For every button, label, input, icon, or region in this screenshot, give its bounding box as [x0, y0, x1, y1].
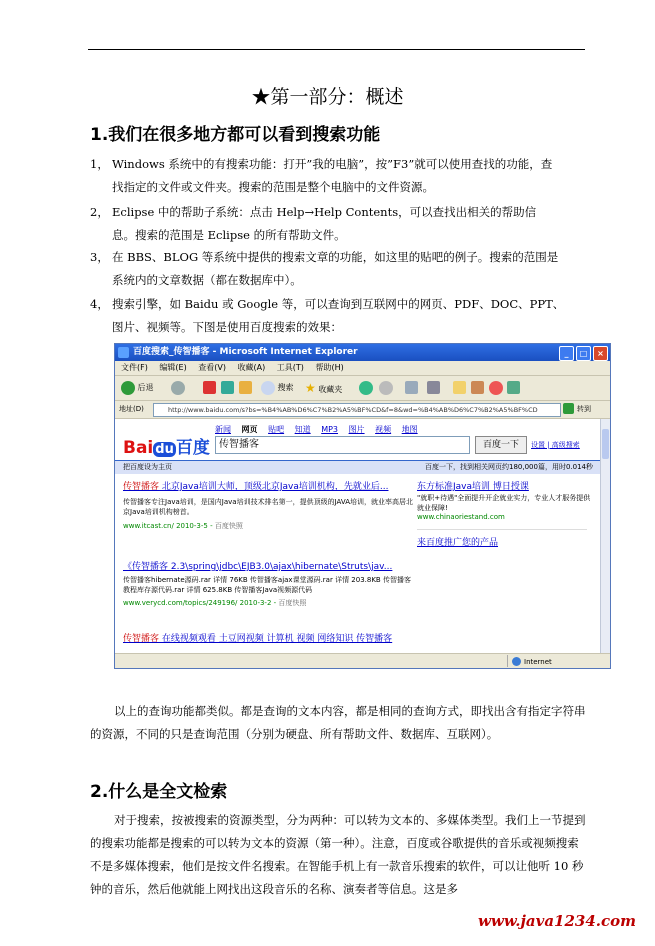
menu-bar: [115, 361, 610, 376]
favorites-button[interactable]: [305, 380, 342, 396]
address-label: 地址(D): [119, 405, 144, 413]
refresh-button[interactable]: [221, 380, 234, 396]
go-icon[interactable]: [563, 403, 574, 414]
tool-icon: [471, 381, 484, 394]
nav-news[interactable]: 新闻: [215, 425, 231, 434]
star-icon: ★: [305, 381, 316, 395]
refresh-icon: [221, 381, 234, 394]
sponsored-link: [417, 537, 597, 549]
address-input[interactable]: http://www.baidu.com/s?bs=%B4%AB%D6%C7%B2%A5%BF%CD&f=8&wd=%B4%AB%D6%C7%B2%A5%BF%CD: [153, 403, 561, 417]
part-title: ★第一部分：概述: [251, 86, 404, 108]
forward-button[interactable]: [171, 380, 185, 396]
list-item: [90, 201, 590, 247]
edit-button[interactable]: [427, 380, 440, 396]
result-bar: [115, 460, 601, 474]
baidu-nav: [215, 424, 426, 435]
item-line: 息。搜索的范围是 Eclipse 的所有帮助文件。: [112, 228, 346, 242]
baidu-search-input[interactable]: 传智播客: [215, 436, 470, 454]
baidu-search-button[interactable]: 百度一下: [475, 436, 527, 454]
search-result: [123, 561, 413, 608]
print-button[interactable]: [405, 380, 418, 396]
maximize-icon[interactable]: □: [576, 346, 591, 361]
baidu-settings-links[interactable]: 设置 | 高级搜索: [531, 441, 580, 449]
item-line: Windows 系统中的有搜索功能：打开”我的电脑”，按”F3”就可以使用查找的功能，查: [112, 157, 553, 171]
window-title: 百度搜索_传智播客 - Microsoft Internet Explorer: [133, 347, 358, 357]
logo-cn: 百度: [175, 438, 210, 458]
sponsored-link: [417, 481, 597, 521]
messenger-icon: [489, 381, 503, 395]
window-titlebar: [115, 344, 610, 361]
result-url: www.verycd.com/topics/249196/ 2010-3-2 - 百度快照: [123, 599, 307, 607]
research-button[interactable]: [507, 380, 520, 396]
favorites-label: 收藏夹: [318, 385, 343, 394]
menu-help[interactable]: 帮助(H): [315, 363, 344, 372]
result-title[interactable]: [123, 481, 413, 493]
list-item: [90, 246, 590, 292]
menu-edit[interactable]: 编辑(E): [159, 363, 187, 372]
list-item: [90, 293, 590, 339]
item-line: 系统内的文章数据（都在数据库中）。: [112, 273, 302, 287]
item-line: 搜索引擎，如 Baidu 或 Google 等，可以查询到互联网中的网页、PDF、DOC、PPT、: [112, 297, 565, 311]
search-icon: [261, 381, 275, 395]
globe-icon: [512, 657, 521, 666]
scroll-thumb[interactable]: [602, 429, 609, 459]
search-button[interactable]: [261, 380, 294, 396]
logo-bai: Bai: [123, 438, 154, 458]
stop-button[interactable]: [203, 380, 216, 396]
minimize-icon[interactable]: _: [559, 346, 574, 361]
back-button[interactable]: [121, 380, 154, 396]
mail-icon: [379, 381, 393, 395]
nav-mp3[interactable]: MP3: [321, 425, 339, 434]
stop-icon: [203, 381, 216, 394]
toolbar: [115, 376, 610, 401]
home-button[interactable]: [239, 380, 252, 396]
nav-web: 网页: [241, 425, 258, 434]
list-item: [90, 153, 590, 199]
item-number: 2，: [90, 205, 109, 219]
item-number: 1，: [90, 157, 109, 171]
section2-paragraph: 对于搜索，按被搜索的资源类型，分为两种：可以转为文本的、多媒体类型。我们上一节提到的搜索功能都是搜索的可以转为文本的资源（第一种）。注意，百度或谷歌提供的音乐或视频搜索不是多媒体搜索，他们是按文件名搜索。在智能手机上有一款音乐搜索的软件，可以让他听 10 秒钟的音乐，然后他就能上网找出这段音乐的名称、演奏者等信息。这是多: [90, 813, 586, 896]
nav-tieba[interactable]: 贴吧: [268, 425, 285, 434]
result-title-highlight: 传智播客: [123, 482, 160, 492]
result-title-highlight: 传智播客: [123, 634, 160, 644]
result-title[interactable]: [123, 633, 453, 645]
ad-title[interactable]: 东方标准Java培训 博日授课: [417, 482, 529, 492]
forward-arrow-icon: [171, 381, 185, 395]
menu-view[interactable]: 查看(V): [198, 363, 226, 372]
nav-zhidao[interactable]: 知道: [294, 425, 311, 434]
ad-title[interactable]: 来百度推广您的产品: [417, 538, 499, 548]
ad-desc: "就职+待遇"全面提升开企就业实力，专业人才服务提供就业保障!: [417, 494, 591, 512]
menu-tools[interactable]: 工具(T): [276, 363, 304, 372]
result-url-text: www.itcast.cn/ 2010-3-5: [123, 522, 208, 530]
media-icon: [359, 381, 373, 395]
home-icon: [239, 381, 252, 394]
menu-favorites[interactable]: 收藏(A): [237, 363, 266, 372]
back-label: 后退: [137, 383, 154, 392]
section1-title: 1.我们在很多地方都可以看到搜索功能: [90, 125, 381, 145]
ad-url: www.chinaoriestand.com: [417, 513, 505, 521]
watermark: www.java1234.com: [478, 912, 637, 930]
folder-icon: [453, 381, 466, 394]
item-number: 3，: [90, 250, 109, 264]
back-arrow-icon: [121, 381, 135, 395]
search-result: [123, 633, 453, 645]
status-zone: [507, 655, 611, 667]
result-title[interactable]: [123, 561, 413, 573]
tool-button[interactable]: [471, 380, 484, 396]
search-result: [123, 481, 413, 531]
mail-button[interactable]: [379, 380, 393, 396]
edit-icon: [427, 381, 440, 394]
item-line: Eclipse 中的帮助子系统：点击 Help→Help Contents，可以查找出相关的帮助信: [112, 205, 537, 219]
result-title-text: 《传智播客 2.3\spring\jdbc\EJB3.0\ajax\hibernate\Struts\jav...: [123, 562, 393, 572]
section2-title: 2.什么是全文检索: [90, 782, 228, 802]
item-number: 4，: [90, 297, 109, 311]
nav-images[interactable]: 图片: [348, 425, 365, 434]
folder-button[interactable]: [453, 380, 466, 396]
status-bar: [115, 653, 610, 668]
menu-file[interactable]: 文件(F): [121, 363, 148, 372]
ad-divider: [417, 529, 587, 530]
item-line: 在 BBS、BLOG 等系统中提供的搜索文章的功能，如这里的贴吧的例子。搜索的范围是: [112, 250, 559, 264]
item-line: 图片、视频等。下图是使用百度搜索的效果：: [112, 320, 342, 334]
result-url-text: www.verycd.com/topics/249196/ 2010-3-2: [123, 599, 272, 607]
search-label: 搜索: [277, 383, 294, 392]
research-icon: [507, 381, 520, 394]
header-rule: [88, 49, 585, 50]
media-button[interactable]: [359, 380, 373, 396]
baidu-logo: [123, 433, 210, 458]
result-desc: 传智播客hibernate源码.rar 详情 76KB 传智播客ajax课堂源码.rar 详情 203.8KB 传智播客教程库存源代码.rar 详情 625.8KB 传智播客Java视频源代码: [123, 576, 411, 594]
go-button[interactable]: 转到: [577, 405, 591, 413]
item-line: 找指定的文件或文件夹。搜索的范围是整个电脑中的文件资源。: [112, 180, 434, 194]
print-icon: [405, 381, 418, 394]
set-homepage-link[interactable]: 把百度设为主页: [123, 463, 172, 471]
summary-paragraph: 以上的查询功能都类似。都是查询的文本内容，都是相同的查询方式，即找出含有指定字符串的资源，不同的只是查询范围（分别为硬盘、所有帮助文件、数据库、互联网）。: [90, 704, 586, 741]
result-snapshot-link[interactable]: 百度快照: [278, 599, 307, 607]
close-icon[interactable]: ×: [593, 346, 608, 361]
nav-map[interactable]: 地图: [401, 425, 418, 434]
address-bar: [115, 401, 610, 419]
result-url: www.itcast.cn/ 2010-3-5 - 百度快照: [123, 522, 243, 530]
vertical-scrollbar[interactable]: [600, 419, 610, 654]
ie-icon: [118, 347, 129, 358]
status-text: Internet: [524, 658, 552, 666]
result-count: 百度一下，找到相关网页约180,000篇，用时0.014秒: [425, 463, 593, 471]
page-content: [115, 419, 601, 654]
logo-du: du: [155, 442, 174, 457]
result-title-text: 北京Java培训大师，顶级北京Java培训机构，先就业后...: [159, 482, 389, 492]
browser-screenshot: [114, 343, 611, 669]
result-snapshot-link[interactable]: 百度快照: [214, 522, 243, 530]
result-title-text: 在线视频观看 土豆网视频 计算机 视频 网络知识 传智播客: [159, 634, 393, 644]
messenger-button[interactable]: [489, 380, 503, 396]
nav-video[interactable]: 视频: [375, 425, 392, 434]
result-desc: 传智播客专注Java培训，是国内Java培训技术排名第一，提供顶级的JAVA培训，就业率高居北京Java培训机构榜首。: [123, 498, 413, 516]
